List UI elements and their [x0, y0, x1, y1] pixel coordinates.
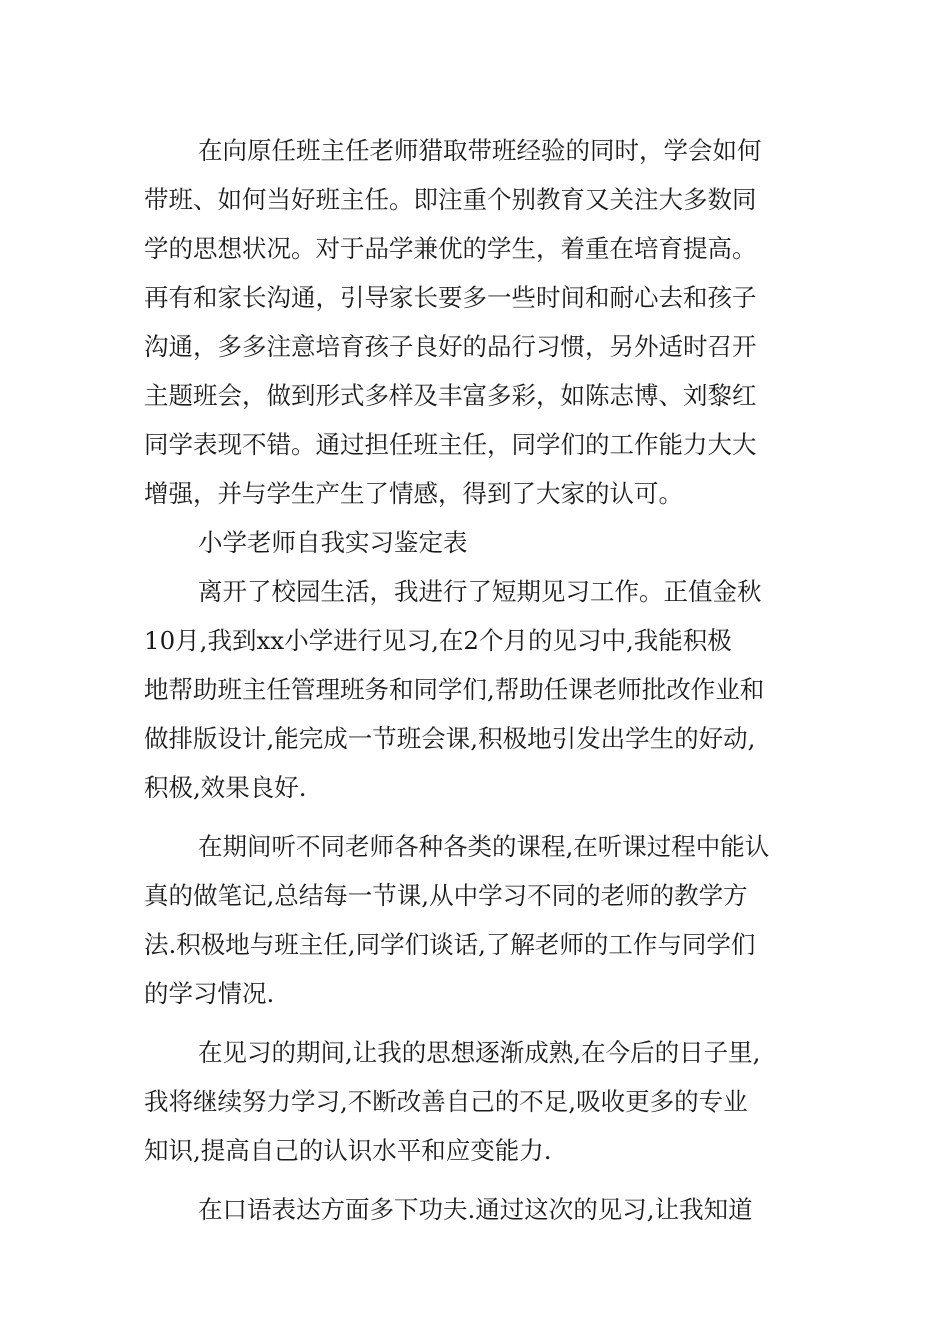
- document-body: [144, 126, 814, 1234]
- text-line: 知识,提高自己的认识水平和应变能力.: [144, 1136, 552, 1165]
- text-line: 积极,效果良好.: [144, 773, 307, 802]
- text-line: 增强，并与学生产生了情感，得到了大家的认可。: [144, 479, 683, 508]
- heading-text: 小学老师自我实习鉴定表: [198, 528, 468, 557]
- text-line: 在口语表达方面多下功夫.通过这次的见习,让我知道: [198, 1195, 753, 1224]
- text-line: 学的思想状况。对于品学兼优的学生，着重在培育提高。: [144, 234, 757, 263]
- text-line: 再有和家长沟通，引导家长要多一些时间和耐心去和孩子: [144, 283, 757, 312]
- text-line: 地帮助班主任管理班务和同学们,帮助任课老师批改作业和: [144, 675, 765, 704]
- paragraph-spacer: [144, 1018, 814, 1028]
- paragraph-5: [144, 1185, 814, 1234]
- text-line: 带班、如何当好班主任。即注重个别教育又关注大多数同: [144, 185, 757, 214]
- paragraph-3: [144, 822, 814, 1018]
- section-heading: [144, 518, 814, 567]
- text-line: 主题班会，做到形式多样及丰富多彩，如陈志博、刘黎红: [144, 381, 757, 410]
- paragraph-1: [144, 126, 814, 518]
- text-line: 沟通，多多注意培育孩子良好的品行习惯，另外适时召开: [144, 332, 757, 361]
- text-line: 真的做笔记,总结每一节课,从中学习不同的老师的教学方: [144, 881, 748, 910]
- text-line: 同学表现不错。通过担任班主任，同学们的工作能力大大: [144, 430, 757, 459]
- paragraph-spacer: [144, 1175, 814, 1185]
- text-line: 我将继续努力学习,不断改善自己的不足,吸收更多的专业: [144, 1087, 748, 1116]
- text-line: 的学习情况.: [144, 979, 275, 1008]
- text-line: 在期间听不同老师各种各类的课程,在听课过程中能认: [198, 832, 770, 861]
- text-line: 离开了校园生活，我进行了短期见习工作。正值金秋: [198, 577, 762, 606]
- text-line: 法.积极地与班主任,同学们谈话,了解老师的工作与同学们: [144, 930, 756, 959]
- text-line: 10月,我到xx小学进行见习,在2个月的见习中,我能积极: [144, 626, 732, 655]
- text-line: 做排版设计,能完成一节班会课,积极地引发出学生的好动,: [144, 724, 756, 753]
- paragraph-spacer: [144, 812, 814, 822]
- paragraph-4: [144, 1028, 814, 1175]
- paragraph-2: [144, 567, 814, 812]
- text-line: 在见习的期间,让我的思想逐渐成熟,在今后的日子里,: [198, 1038, 761, 1067]
- text-line: 在向原任班主任老师猎取带班经验的同时，学会如何: [198, 136, 762, 165]
